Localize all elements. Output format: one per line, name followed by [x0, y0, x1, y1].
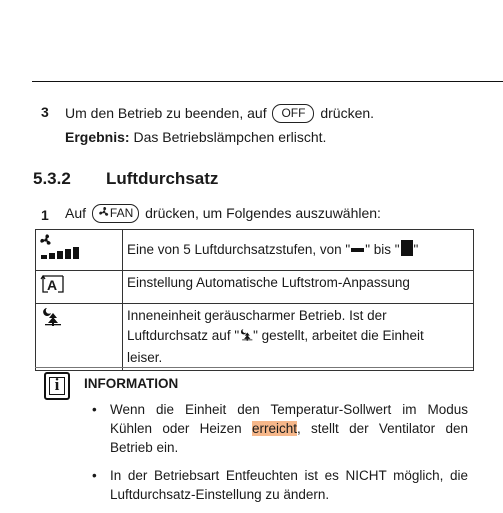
information-title: INFORMATION — [84, 376, 179, 391]
info-icon: i — [44, 372, 70, 400]
step-3-instruction: Um den Betrieb zu beenden, auf OFF drücken. — [65, 105, 375, 121]
off-button[interactable]: OFF — [272, 104, 314, 123]
level-low-icon — [351, 248, 364, 252]
table-cell-icon — [36, 230, 123, 271]
info-top-rule — [35, 367, 473, 368]
quiet-mode-icon — [40, 315, 62, 330]
step-3-result: Ergebnis: Das Betriebslämpchen erlischt. — [65, 129, 327, 145]
auto-airflow-icon: A — [40, 274, 66, 294]
fan-speed-table — [35, 229, 474, 371]
fan-icon — [98, 206, 110, 223]
fan-levels-icon — [40, 249, 90, 264]
table-cell-icon — [36, 304, 123, 371]
table-row — [36, 230, 474, 271]
table-row — [36, 304, 474, 371]
level-high-icon — [401, 240, 413, 256]
step-1-instruction: Auf FAN drücken, um Folgendes auszuwählen: — [65, 205, 381, 221]
list-item: • Wenn die Einheit den Temperatur-Sollwert im Modus Kühlen oder Heizen erreicht, stellt der Ventilator den Betrieb ein. — [92, 402, 468, 455]
table-cell-text: Einstellung Automatische Luftstrom-Anpassung — [123, 271, 474, 304]
quiet-mode-icon — [239, 328, 253, 348]
highlighted-word: erreicht — [251, 421, 297, 436]
list-item: • In der Betriebsart Entfeuchten ist es NICHT möglich, die Luftdurchsatz-Einstellung zu ändern. — [92, 468, 468, 502]
section-title: Luftdurchsatz — [106, 169, 219, 188]
table-cell-icon — [36, 271, 123, 304]
step-1-number: 1 — [41, 207, 49, 223]
table-row — [36, 271, 474, 304]
step-3-number: 3 — [41, 104, 49, 120]
information-list — [82, 400, 468, 513]
table-cell-text: Eine von 5 Luftdurchsatzstufen, von " " bis " " — [123, 230, 474, 271]
page-top-rule — [32, 81, 503, 82]
section-number: 5.3.2 — [33, 169, 71, 188]
table-cell-text: Inneneinheit geräuscharmer Betrieb. Ist der Luftdurchsatz auf " " gestellt, arbeitet die Einheit leiser. — [123, 304, 474, 371]
fan-button[interactable]: FAN — [92, 204, 139, 223]
